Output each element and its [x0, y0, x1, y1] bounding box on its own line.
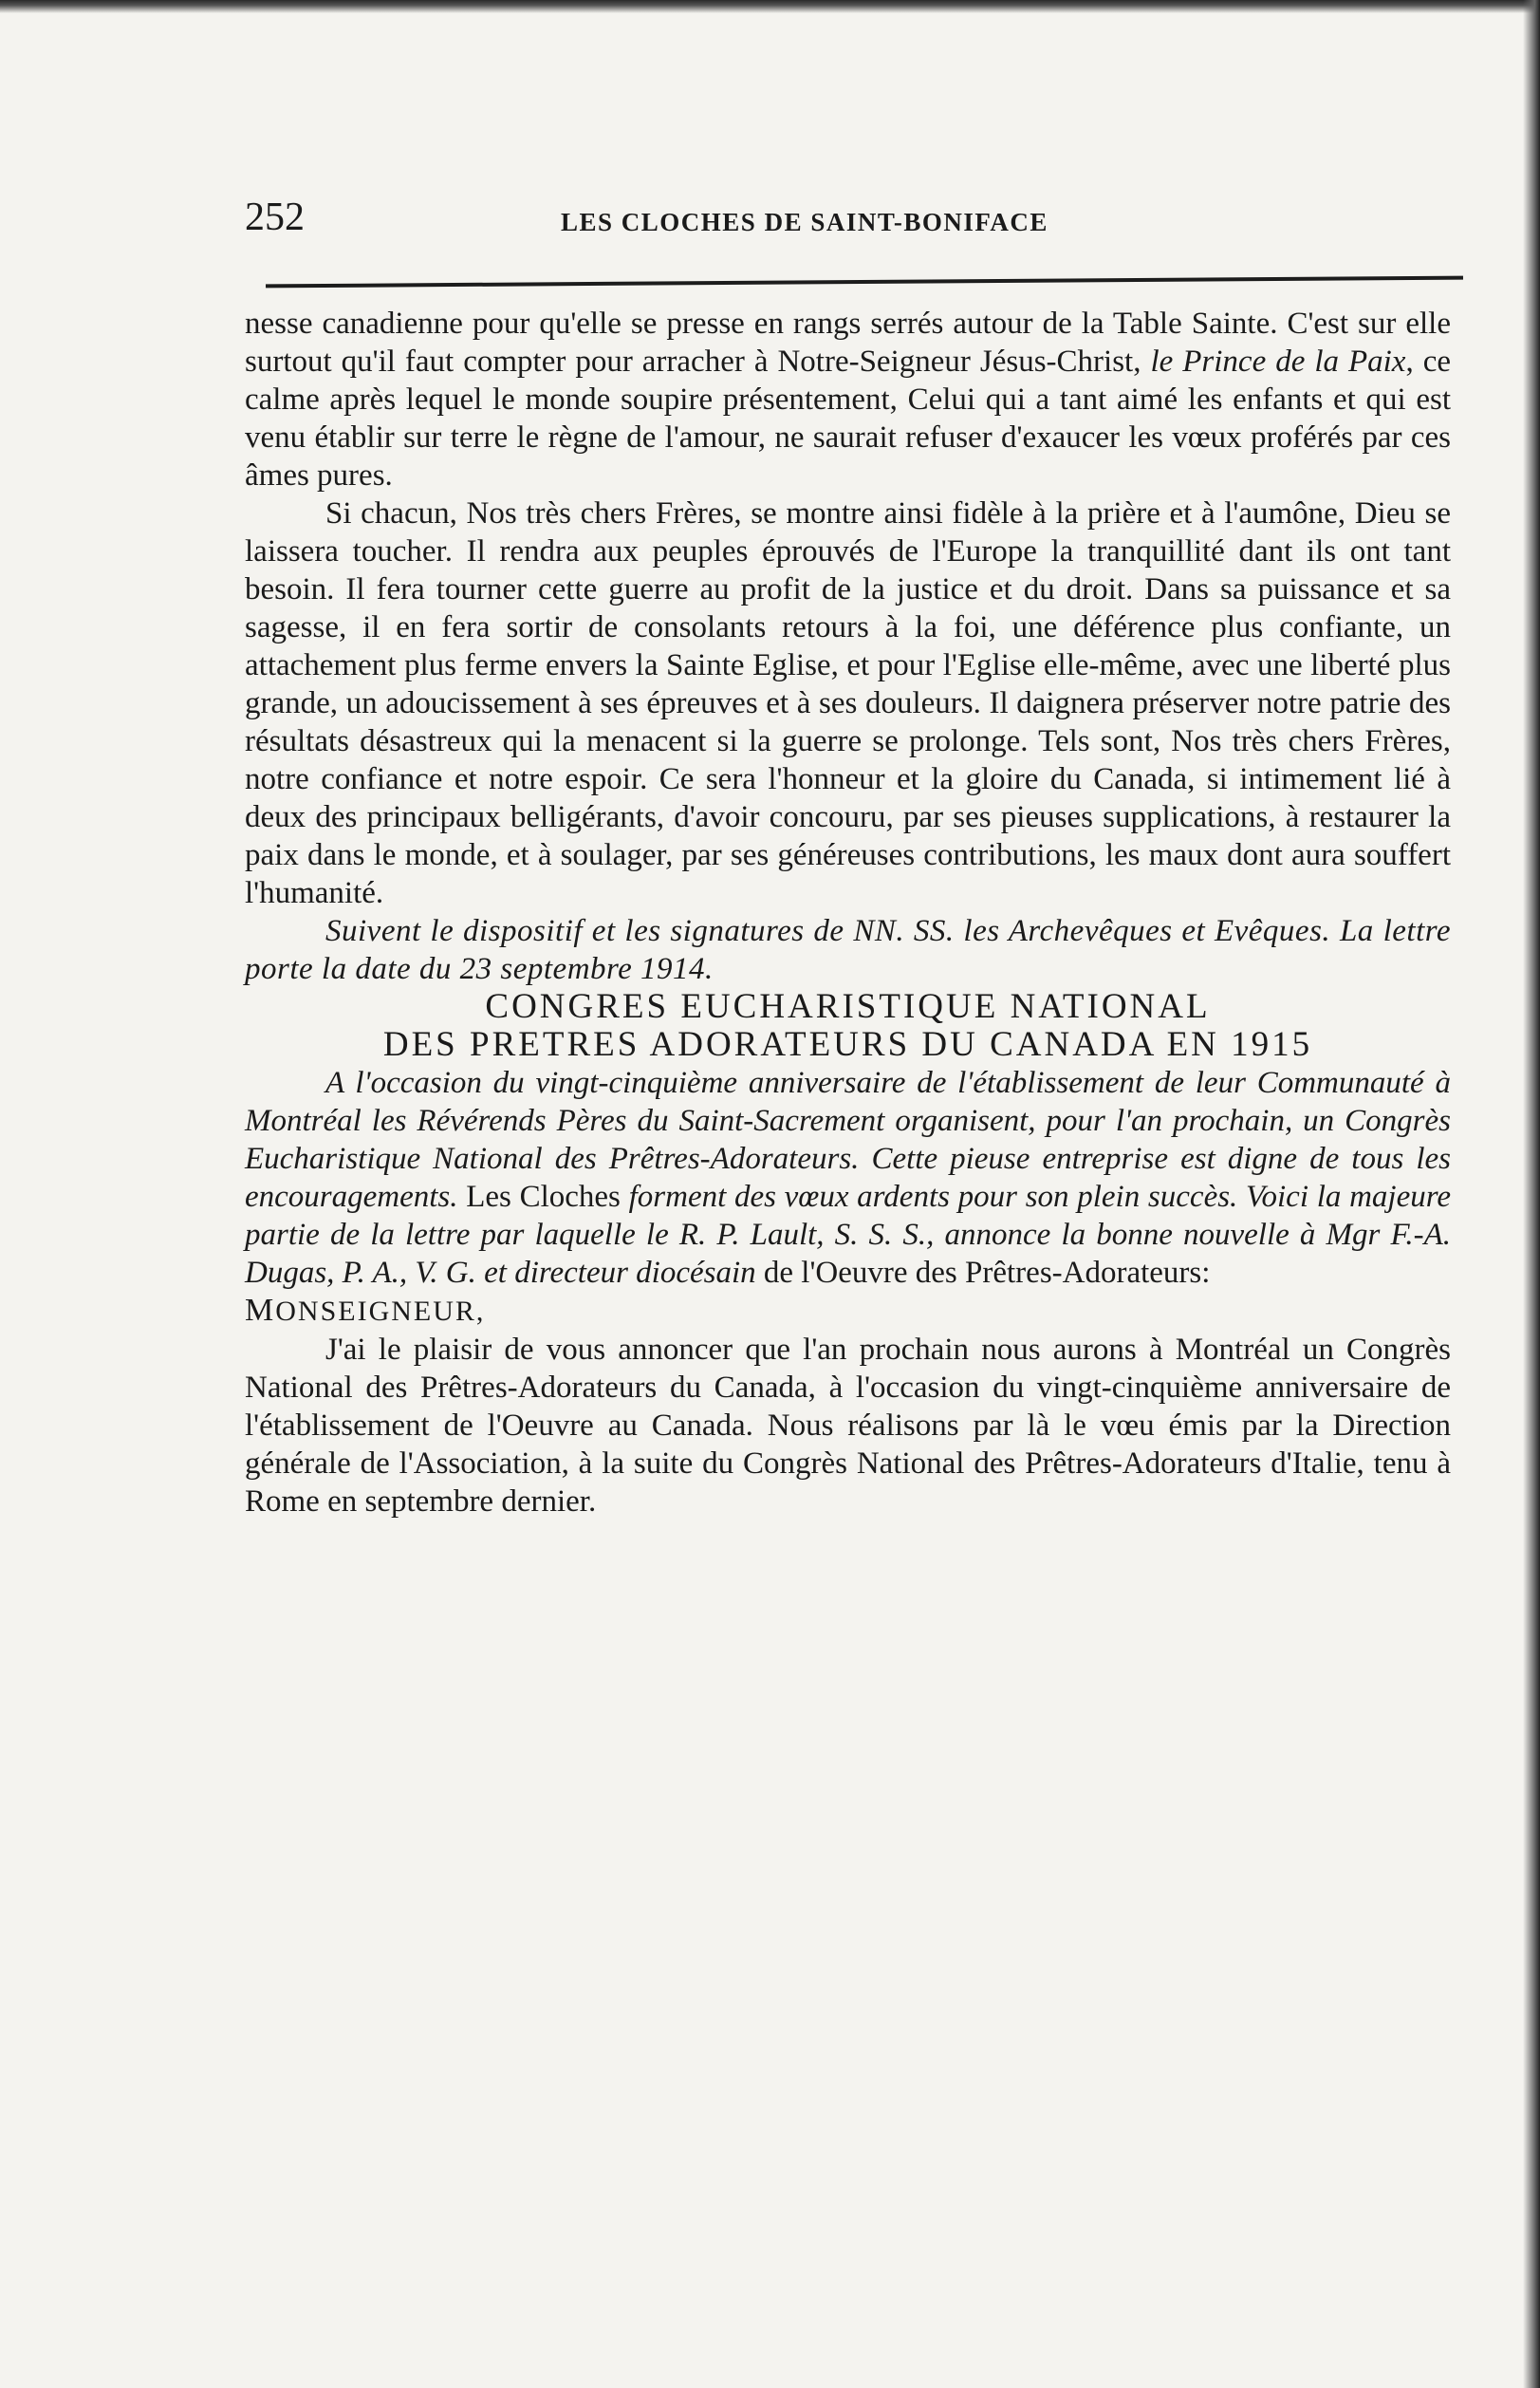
page-number: 252	[245, 196, 305, 239]
header-rule	[266, 276, 1463, 289]
page-header	[245, 195, 1464, 261]
running-head: LES CLOCHES DE SAINT-BONIFACE	[561, 208, 1048, 236]
intro-italic-a: A l'occasion du vingt-cinquième anniversaire de l'établissement de leur Communauté à Montréal les Révérends Pères du Saint-Sacrement organisent, pour l'an prochain, un Congrès Eucharistique National des Prêtres-Adorateurs. Cette pieuse entreprise est digne de tous les encouragements.	[245, 1066, 1451, 1214]
book-page	[245, 195, 1464, 1520]
salutation-rest: ONSEIGNEUR,	[275, 1296, 486, 1327]
paragraph-2: Si chacun, Nos très chers Frères, se montre ainsi fidèle à la prière et à l'aumône, Dieu se laissera toucher. Il rendra aux peuples éprouvés de l'Europe la tranquillité dant ils ont tant besoin. Il fera tourner cette guerre au profit de la justice et du droit. Dans sa puissance et sa sagesse, il en fera sortir de consolants retours à la foi, une déférence plus confiante, un attachement plus ferme envers la Sainte Eglise, et pour l'Eglise elle-même, avec une liberté plus grande, un adoucissement à ses épreuves et à ses douleurs. Il daignera préserver notre patrie des résultats désastreux qui la menacent si la guerre se prolonge. Tels sont, Nos très chers Frères, notre confiance et notre espoir. Ce sera l'honneur et la gloire du Canada, si intimement lié à deux des principaux belligérants, d'avoir concouru, par ses pieuses supplications, à restaurer la paix dans le monde, et à soulager, par ses généreuses contributions, les maux dont aura souffert l'humanité.	[245, 496, 1451, 910]
editorial-note: Suivent le dispositif et les signatures de NN. SS. les Archevêques et Evêques. La lettre porte la date du 23 septembre 1914.	[245, 914, 1451, 986]
salutation-initial: M	[245, 1293, 276, 1328]
intro-italic-b: forment des vœux ardents pour son plein succès. Voici la majeure partie de la lettre par laquelle le R. P. Lault, S. S. S., annonce la bonne nouvelle à Mgr F.-A. Dugas, P. A., V. G. et directeur diocésain	[245, 1180, 1451, 1290]
intro-roman-a: Les Cloches	[457, 1180, 629, 1214]
intro-paragraph	[245, 1064, 1451, 1292]
letter-body: J'ai le plaisir de vous annoncer que l'an prochain nous aurons à Montréal un Congrès National des Prêtres-Adorateurs du Canada, à l'occasion du vingt-cinquième anniversaire de l'établissement de l'Oeuvre au Canada. Nous réalisons par là le vœu émis par la Direction générale de l'Association, à la suite du Congrès National des Prêtres-Adorateurs d'Italie, tenu à Rome en septembre dernier.	[245, 1333, 1451, 1519]
intro-roman-b: de l'Oeuvre des Prêtres-Adorateurs:	[755, 1256, 1211, 1290]
section-title-line-1: CONGRES EUCHARISTIQUE NATIONAL	[485, 987, 1211, 1026]
letter-salutation	[245, 1292, 1451, 1331]
paragraph-1	[245, 305, 1451, 494]
body-text	[245, 305, 1464, 1520]
paragraph-1-italic: le Prince de la Paix	[1150, 345, 1406, 379]
scan-top-edge	[0, 0, 1540, 13]
scan-right-edge	[1523, 0, 1540, 2388]
section-title-line-2: DES PRETRES ADORATEURS DU CANADA EN 1915	[382, 1025, 1313, 1064]
paragraph-1-text-b: , ce calme après lequel le monde soupire présentement, Celui qui a tant aimé les enfants et qui est venu établir sur terre le règne de l'amour, ne saurait refuser d'exaucer les vœux proférés par ces âmes pures.	[245, 345, 1451, 493]
paragraph-1-text-a: nesse canadienne pour qu'elle se presse en rangs serrés autour de la Table Sainte. C'est sur elle surtout qu'il faut compter pour arracher à Notre-Seigneur Jésus-Christ,	[245, 307, 1451, 379]
